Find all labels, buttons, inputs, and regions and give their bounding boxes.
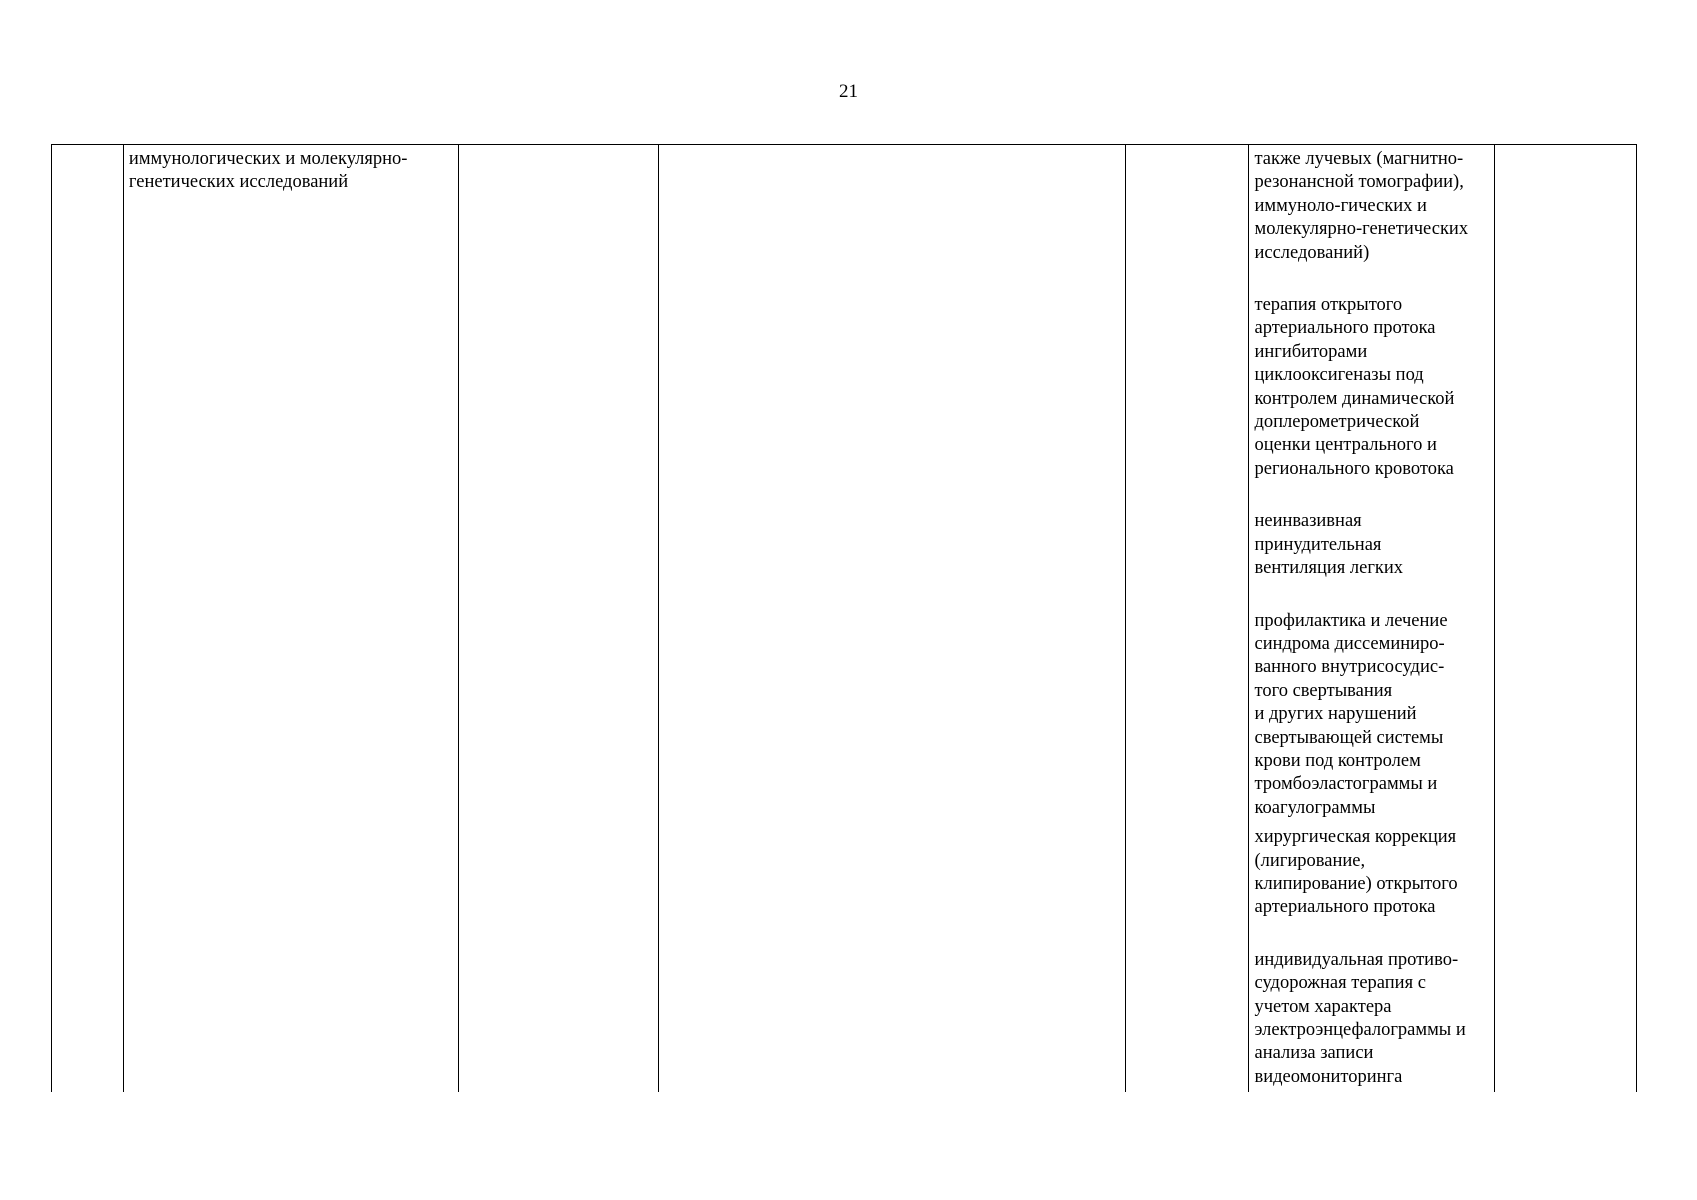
cell-text-line: ингибиторами xyxy=(1254,341,1368,362)
table-cell-col7 xyxy=(1495,145,1636,1092)
table-cell-col4 xyxy=(659,145,1125,1092)
cell-text-line: коагулограммы xyxy=(1254,797,1376,818)
table-cell-col2 xyxy=(124,145,459,1092)
cell-text-line: видеомониторинга xyxy=(1254,1066,1403,1087)
cell-text-line: иммуноло-гических и xyxy=(1254,195,1427,216)
table-cell-col6 xyxy=(1249,145,1495,1092)
cell-text-line: терапия открытого xyxy=(1254,295,1403,316)
method-paragraph xyxy=(1254,610,1489,821)
cell-text-line: синдрома диссеминиро- xyxy=(1254,633,1445,654)
cell-text-line: генетических исследований xyxy=(128,172,349,193)
table xyxy=(51,144,1637,1092)
cell-text-line: доплерометрической xyxy=(1254,412,1420,433)
cell-text-line: и других нарушений xyxy=(1254,704,1417,725)
cell-text-line: резонансной томографии), xyxy=(1254,172,1464,193)
table-cell-col5 xyxy=(1126,145,1250,1092)
cell-text-line: того свертывания xyxy=(1254,680,1393,701)
cell-text-line: вентиляция легких xyxy=(1254,558,1404,579)
cell-text-line: клипирование) открытого xyxy=(1254,873,1458,894)
method-paragraph xyxy=(1254,949,1489,1089)
cell-text-line: тромбоэластограммы и xyxy=(1254,774,1438,795)
method-paragraph xyxy=(1254,148,1489,265)
cell-text-line: хирургическая коррекция xyxy=(1254,827,1457,848)
cell-text-line: оценки центрального и xyxy=(1254,435,1437,456)
cell-text-line: неинвазивная xyxy=(1254,511,1362,532)
cell-text-line: учетом характера xyxy=(1254,996,1392,1017)
cell-text-line: иммунологических и молекулярно- xyxy=(128,149,408,169)
cell-text-line: исследований) xyxy=(1254,242,1370,263)
cell-text-line: циклооксигеназы под xyxy=(1254,365,1424,386)
page-number: 21 xyxy=(839,81,858,102)
cell-text-line: индивидуальная противо- xyxy=(1254,949,1459,970)
method-paragraph xyxy=(1254,826,1489,920)
table-cell-col1 xyxy=(52,145,124,1092)
method-paragraph xyxy=(1254,510,1489,580)
cell-text-line: артериального протока xyxy=(1254,318,1436,339)
cell-text-line: артериального протока xyxy=(1254,897,1436,918)
table-cell-col3 xyxy=(459,145,660,1092)
cell-text-line: молекулярно-генетических xyxy=(1254,219,1469,240)
cell-text-line: анализа записи xyxy=(1254,1043,1374,1064)
cell-text-line: также лучевых (магнитно- xyxy=(1254,149,1464,169)
cell-text-line: контролем динамической xyxy=(1254,388,1455,409)
cell-text-line: принудительная xyxy=(1254,534,1382,555)
cell-text-line: судорожная терапия с xyxy=(1254,973,1426,994)
cell-text-line: электроэнцефалограммы и xyxy=(1254,1020,1466,1040)
cell-text-line: свертывающей системы xyxy=(1254,727,1444,748)
method-paragraph xyxy=(1254,294,1489,481)
cell-text-line: (лигирование, xyxy=(1254,850,1366,871)
cell-text-line: профилактика и лечение xyxy=(1254,610,1448,631)
cell-text-line: регионального кровотока xyxy=(1254,458,1454,479)
cell-text-line: крови под контролем xyxy=(1254,750,1421,771)
cell-text-line: ванного внутрисосудис- xyxy=(1254,657,1445,678)
